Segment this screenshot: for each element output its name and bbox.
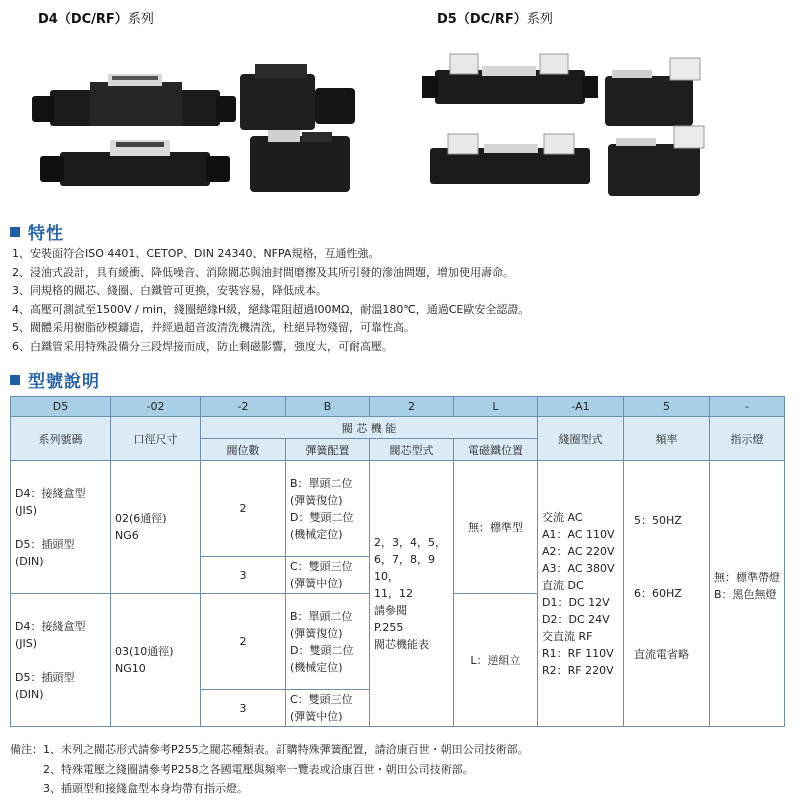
feature-item: 3、同規格的閥芯、綫圈、白鐵管可更換，安裝容易，降低成本。 [12,284,327,298]
freq-dc-label: 直流電省略 [634,648,689,661]
section-bullet-icon [10,227,20,237]
feature-item: 6、白鐵管采用特殊設備分三段焊接而成，防止剩磁影響，強度大，可耐高壓。 [12,339,393,353]
freq-50-label: 5：50HZ [634,514,682,527]
positions-header: 閥位數 [201,439,286,461]
d5-valve-image-3 [430,134,590,184]
code-cell: 5 [624,397,710,417]
solenoid-cell: 無：標準型 [454,461,538,594]
d4-series-suffix: 系列 [127,12,154,27]
spring-cell: C：雙頭三位 (彈簧中位) [286,690,370,727]
spring-cell: C：雙頭三位 (彈簧中位) [286,557,370,594]
d5-valve-image-1 [422,54,598,104]
features-list [12,245,792,357]
freq-header: 頻率 [624,417,710,461]
positions-cell: 2 [201,461,286,557]
code-cell: 2 [370,397,454,417]
code-cell: -02 [111,397,201,417]
note-item: 3、插頭型和接綫盒型本身均帶有指示燈。 [10,782,248,795]
code-row [11,397,785,417]
feature-item: 5、閥體采用樹脂砂模鑄造，并經過超音波清洗機清洗，杜絕异物殘留，可靠性高。 [12,321,415,335]
notes [10,740,529,799]
feature-item: 1、安裝面符合ISO 4401、CETOP、DIN 24340、NFPA規格，互通性強。 [12,247,380,260]
d4-valve-image-4 [250,130,350,192]
positions-cell: 3 [201,557,286,594]
table-row [11,461,785,557]
feature-item: 2、浸油式設計，具有緩衝、降低噪音、消除閥芯與油封間磨擦及其所引發的滲油問題，增加使用壽命。 [12,265,514,279]
d4-valve-image-2 [240,64,355,130]
d4-product-photos [30,40,370,210]
spool-cell: 2，3，4，5， 6，7，8，9 10， 11，12 請參閱 P.255 閥芯機能表 [370,461,454,727]
d5-valve-image-4 [608,126,704,196]
d4-series-code: D4（DC/RF） [38,12,128,27]
d4-valve-image-1 [32,74,236,126]
code-cell: -A1 [538,397,624,417]
d5-series-suffix: 系列 [526,12,553,27]
model-heading [10,367,100,392]
d5-series-title [437,8,553,27]
spring-cell: B：單頭二位 (彈簧復位) D：雙頭二位 (機械定位) [286,461,370,557]
spring-cell: B：單頭二位 (彈簧復位) D：雙頭二位 (機械定位) [286,594,370,690]
coil-header: 綫圈型式 [538,417,624,461]
freq-cell [624,461,710,727]
feature-item: 4、高壓可測試至1500V / min，綫圈絕緣H級，絕緣電阻超過I00MΩ，耐溫180℃，通過CE歐安全認證。 [12,302,530,316]
series-header: 系列號碼 [11,417,111,461]
indicator-header: 指示燈 [710,417,785,461]
section-bullet-icon [10,375,20,385]
series-cell: D4：接綫盒型 (JIS) D5：插頭型 (DIN) [11,594,111,727]
d5-product-photos [420,40,740,210]
solenoid-header: 電磁鐵位置 [454,439,538,461]
d5-valve-image-2 [605,58,700,126]
coil-cell: 交流 AC A1：AC 110V A2：AC 220V A3：AC 380V 直流 DC D1：DC 12V D2：DC 24V 交直流 RF R1：RF 110V R2：RF 220V [538,461,624,727]
features-heading [10,219,64,244]
code-cell: - [710,397,785,417]
model-heading-text: 型號說明 [28,372,100,392]
port-header: 口徑尺寸 [111,417,201,461]
header-row-1 [11,417,785,439]
d4-valve-image-3 [40,140,230,186]
series-cell: D4：接綫盒型 (JIS) D5：插頭型 (DIN) [11,461,111,594]
port-cell: 03(10通徑) NG10 [111,594,201,727]
freq-60-label: 6：60HZ [634,587,682,600]
positions-cell: 2 [201,594,286,690]
model-code-table [10,396,785,727]
spring-header: 彈簧配置 [286,439,370,461]
indicator-cell: 無：標準帶燈 B：黑色無燈 [710,461,785,727]
spool-header: 閥芯型式 [370,439,454,461]
code-cell: D5 [11,397,111,417]
note-item: 備注：1、未列之閥芯形式請參考P255之閥芯種類表。訂購特殊彈簧配置，請洽康百世・朝田公司技術部。 [10,743,529,756]
note-item: 2、特殊電壓之綫圈請參考P258之各國電壓與頻率一覽表或洽康百世・朝田公司技術部。 [10,762,474,776]
features-heading-text: 特性 [28,224,64,244]
d4-series-title [38,8,154,27]
function-group-header: 閥 芯 機 能 [201,417,538,439]
code-cell: B [286,397,370,417]
solenoid-cell: L：逆組立 [454,594,538,727]
code-cell: -2 [201,397,286,417]
port-cell: 02(6通徑) NG6 [111,461,201,594]
d5-series-code: D5（DC/RF） [437,12,527,27]
positions-cell: 3 [201,690,286,727]
code-cell: L [454,397,538,417]
